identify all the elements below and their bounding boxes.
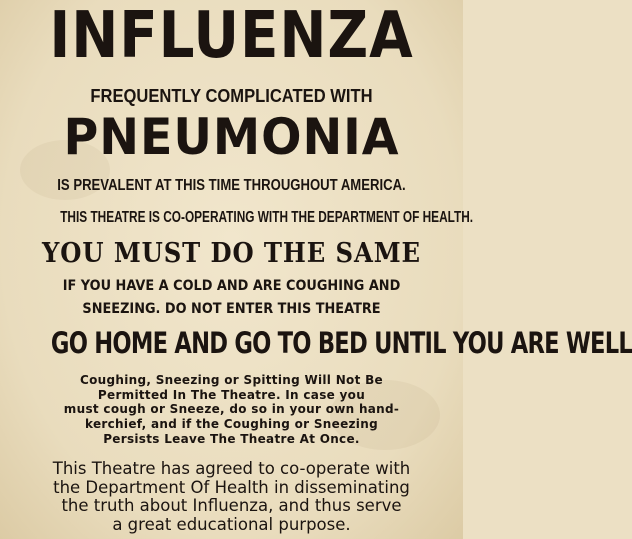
headline-influenza: INFLUENZA [49, 0, 414, 73]
notice-line: Permitted In The Theatre. In case you [97, 387, 366, 402]
notice-line: must cough or Sneeze, do so in your own hand- [63, 402, 400, 417]
headline-pneumonia: PNEUMONIA [63, 108, 400, 166]
go-home-line: GO HOME AND GO TO BED UNTIL YOU ARE WELL [50, 326, 632, 360]
notice-line: Persists Leave The Theatre At Once. [103, 431, 360, 446]
sneezing-line: SNEEZING. DO NOT ENTER THIS THEATRE [82, 301, 381, 317]
prevalent-line: IS PREVALENT AT THIS TIME THROUGHOUT AMERICA. [57, 177, 406, 194]
subheadline-complicated: FREQUENTLY COMPLICATED WITH [90, 86, 373, 106]
closing-paragraph [0, 460, 463, 535]
closing-line: the Department Of Health in disseminating [53, 477, 410, 497]
notice-line: kerchief, and if the Coughing or Sneezing [85, 416, 378, 431]
must-do-same-line: YOU MUST DO THE SAME [42, 238, 421, 269]
closing-line: a great educational purpose. [112, 514, 351, 534]
cooperating-line: THIS THEATRE IS CO-OPERATING WITH THE DEPARTMENT OF HEALTH. [60, 209, 474, 226]
if-cold-line: IF YOU HAVE A COLD AND ARE COUGHING AND [62, 278, 401, 294]
closing-line: This Theatre has agreed to co-operate with [52, 459, 411, 478]
notice-paragraph [0, 373, 463, 446]
notice-line: Coughing, Sneezing or Spitting Will Not Be [79, 373, 383, 387]
closing-line: the truth about Influenza, and thus serve [61, 496, 402, 516]
